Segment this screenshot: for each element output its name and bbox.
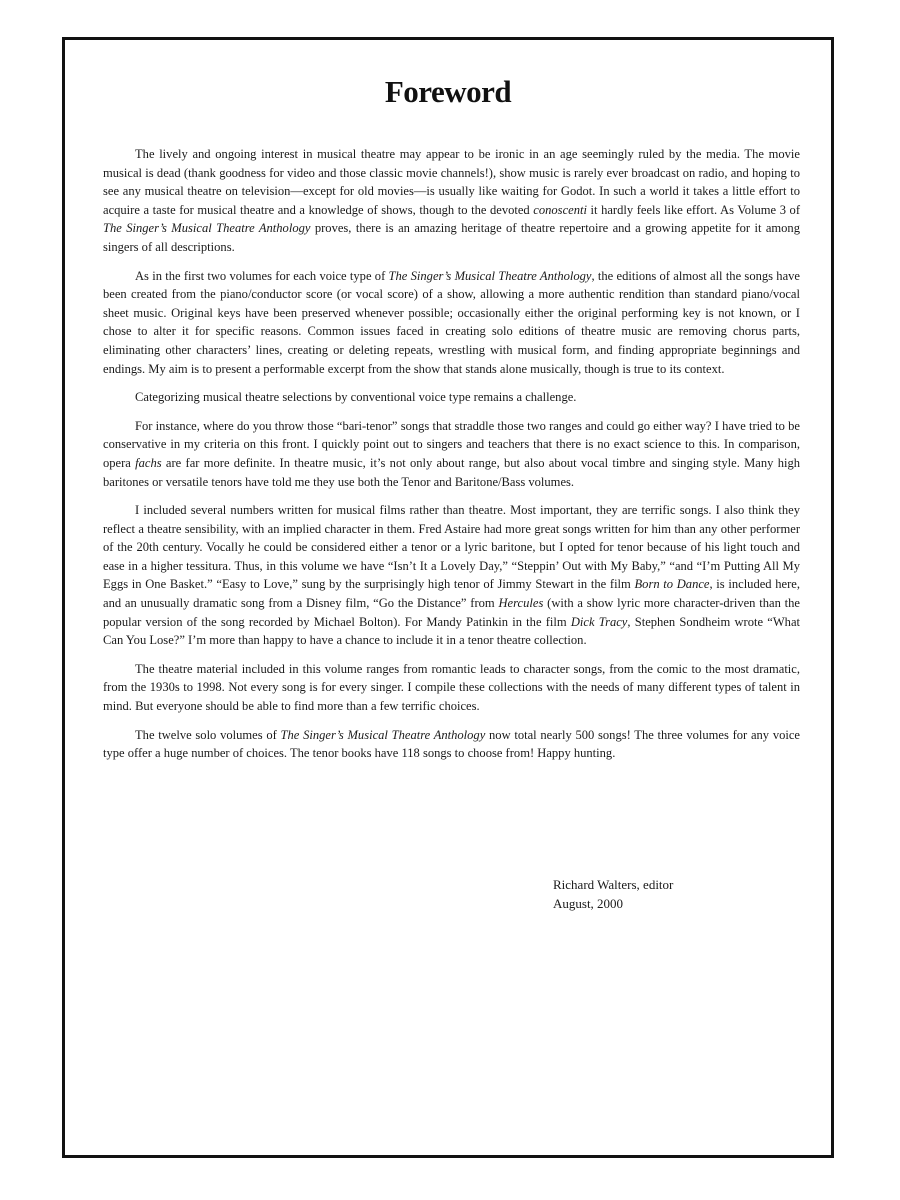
paragraph-text: The lively and ongoing interest in musical theatre may appear to be ironic in an age seemingly ruled by the media. The movie musical is dead (thank goodness for video and those classic movie channels!), show music is rarely ever broadcast on radio, and hoping to see any musical theatre on television—except for old movies—is usually like waiting for Godot. In such a world it takes a little effort to acquire a taste for musical theatre and a knowledge of shows, though to the devoted xyxy=(103,147,800,217)
italic-text: Dick Tracy xyxy=(570,614,628,629)
signature-date: August, 2000 xyxy=(553,896,624,911)
signature-name: Richard Walters, editor xyxy=(553,877,674,892)
paragraph-text: , Stephen Sondheim wrote “What Can You Lose?” I’m more than happy to have a chance to include it in a tenor theatre collection. xyxy=(103,614,801,648)
italic-text: Hercules xyxy=(498,596,544,611)
paragraph-text: For instance, where do you throw those “bari-tenor” songs that straddle those two ranges and could go either way? I have tried to be conservative in my criteria on this front. I quickly point out to singers and teachers that there is no exact science to this. In comparison, opera xyxy=(103,418,800,470)
italic-text: The Singer’s Musical Theatre Anthology xyxy=(280,727,486,742)
paragraph xyxy=(103,726,800,763)
foreword-body xyxy=(103,145,800,763)
paragraph-text: (with a show lyric more character-driven than the popular version of the song recorded by Michael Bolton). For Mandy Patinkin in the film xyxy=(103,596,800,629)
paragraph-text: Categorizing musical theatre selections by conventional voice type remains a challenge. xyxy=(135,390,577,405)
paragraph-text: The theatre material included in this volume ranges from romantic leads to character songs, from the comic to the most dramatic, from the 1930s to 1998. Not every song is for every singer. I compile these collections with the needs of many different types of talent in mind. But everyone should be able to find more than a few terrific choices. xyxy=(103,661,800,714)
signature-block xyxy=(553,875,673,913)
paragraph xyxy=(103,501,800,650)
page-title: Foreword xyxy=(384,74,512,109)
paragraph xyxy=(103,267,800,379)
italic-text: The Singer’s Musical Theatre Anthology xyxy=(388,268,592,283)
paragraph-text: , the editions of almost all the songs have been created from the piano/conductor score (or vocal score) of a show, allowing a more authentic rendition than standard piano/vocal sheet music. Original keys have been preserved whenever possible; occasionally either the original performing key is not known, or I chose to alter it for specific reasons. Common issues faced in creating solo editions of theatre music are removing chorus parts, eliminating other characters’ lines, creating or deleting repeats, wrestling with musical form, and finding appropriate beginnings and endings. My aim is to present a performable excerpt from the show that stands alone musically, though is true to its context. xyxy=(103,268,800,376)
paragraph xyxy=(103,417,800,491)
paragraph-text: As in the first two volumes for each voice type of xyxy=(135,268,389,283)
paragraph-text: I included several numbers written for musical films rather than theatre. Most important, they are terrific songs. I also think they reflect a theatre sensibility, with an implied character in them. Fred Astaire had more great songs written for him than any other performer of the 20th century. Vocally he could be considered either a tenor or a lyric baritone, but I opted for tenor because of his light touch and ease in a higher tessitura. Thus, in this volume we have “Isn’t It a Lovely Day,” “Steppin’ Out with My Baby,” “and “I’m Putting All My Eggs in One Basket.” “Easy to Love,” sung by the surprisingly high tenor of Jimmy Stewart in the film xyxy=(103,503,800,592)
paragraph-text: it hardly feels like effort. As Volume 3 of xyxy=(586,202,801,217)
paragraph xyxy=(103,145,800,257)
italic-text: Born to Dance xyxy=(634,577,710,592)
paragraph xyxy=(103,660,800,716)
page-frame xyxy=(62,37,834,1158)
italic-text: conoscenti xyxy=(533,202,587,217)
paragraph-text: are far more definite. In theatre music, it’s not only about range, but also about vocal timbre and singing style. Many high baritones or versatile tenors have told me they use both the Tenor and Baritone/Bass volumes. xyxy=(103,455,801,489)
paragraph-text: proves, there is an amazing heritage of theatre repertoire and a growing appetite for it among singers of all descriptions. xyxy=(103,221,800,254)
paragraph-text: , is included here, and an unusually dramatic song from a Disney film, “Go the Distance” from xyxy=(103,577,800,611)
italic-text: The Singer’s Musical Theatre Anthology xyxy=(103,221,311,236)
paragraph-text: The twelve solo volumes of xyxy=(135,727,281,742)
italic-text: fachs xyxy=(135,455,162,470)
paragraph xyxy=(103,388,800,407)
paragraph-text: now total nearly 500 songs! The three volumes for any voice type offer a huge number of choices. The tenor books have 118 songs to choose from! Happy hunting. xyxy=(103,727,800,761)
